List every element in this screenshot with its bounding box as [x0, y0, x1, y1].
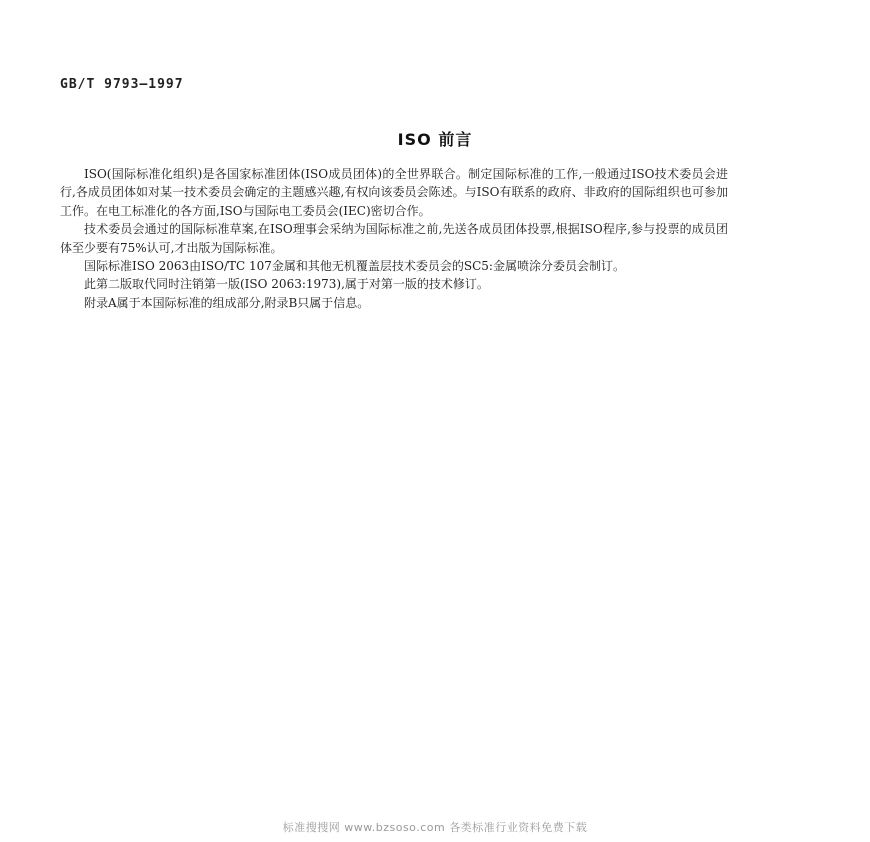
paragraph: 国际标准ISO 2063由ISO/TC 107金属和其他无机覆盖层技术委员会的SC5:金属喷涂分委员会制订。: [84, 259, 625, 274]
paragraph: 附录A属于本国际标准的组成部分,附录B只属于信息。: [84, 295, 370, 310]
body-text: [60, 165, 728, 312]
footer-watermark: 标准搜搜网 www.bzsoso.com 各类标准行业资料免费下载: [282, 821, 588, 834]
page-title: ISO 前言: [397, 130, 473, 149]
standard-code: GB/T 9793—1997: [60, 77, 184, 92]
paragraph: 此第二版取代同时注销第一版(ISO 2063:1973),属于对第一版的技术修订。: [84, 277, 489, 292]
paragraph: 技术委员会通过的国际标准草案,在ISO理事会采纳为国际标准之前,先送各成员团体投票,根据ISO程序,参与投票的成员团体至少要有75%认可,才出版为国际标准。: [60, 222, 728, 255]
paragraph: ISO(国际标准化组织)是各国家标准团体(ISO成员团体)的全世界联合。制定国际标准的工作,一般通过ISO技术委员会进行,各成员团体如对某一技术委员会确定的主题感兴趣,有权向该委员会陈述。与ISO有联系的政府、非政府的国际组织也可参加工作。在电工标准化的各方面,ISO与国际电工委员会(IEC)密切合作。: [60, 167, 728, 218]
